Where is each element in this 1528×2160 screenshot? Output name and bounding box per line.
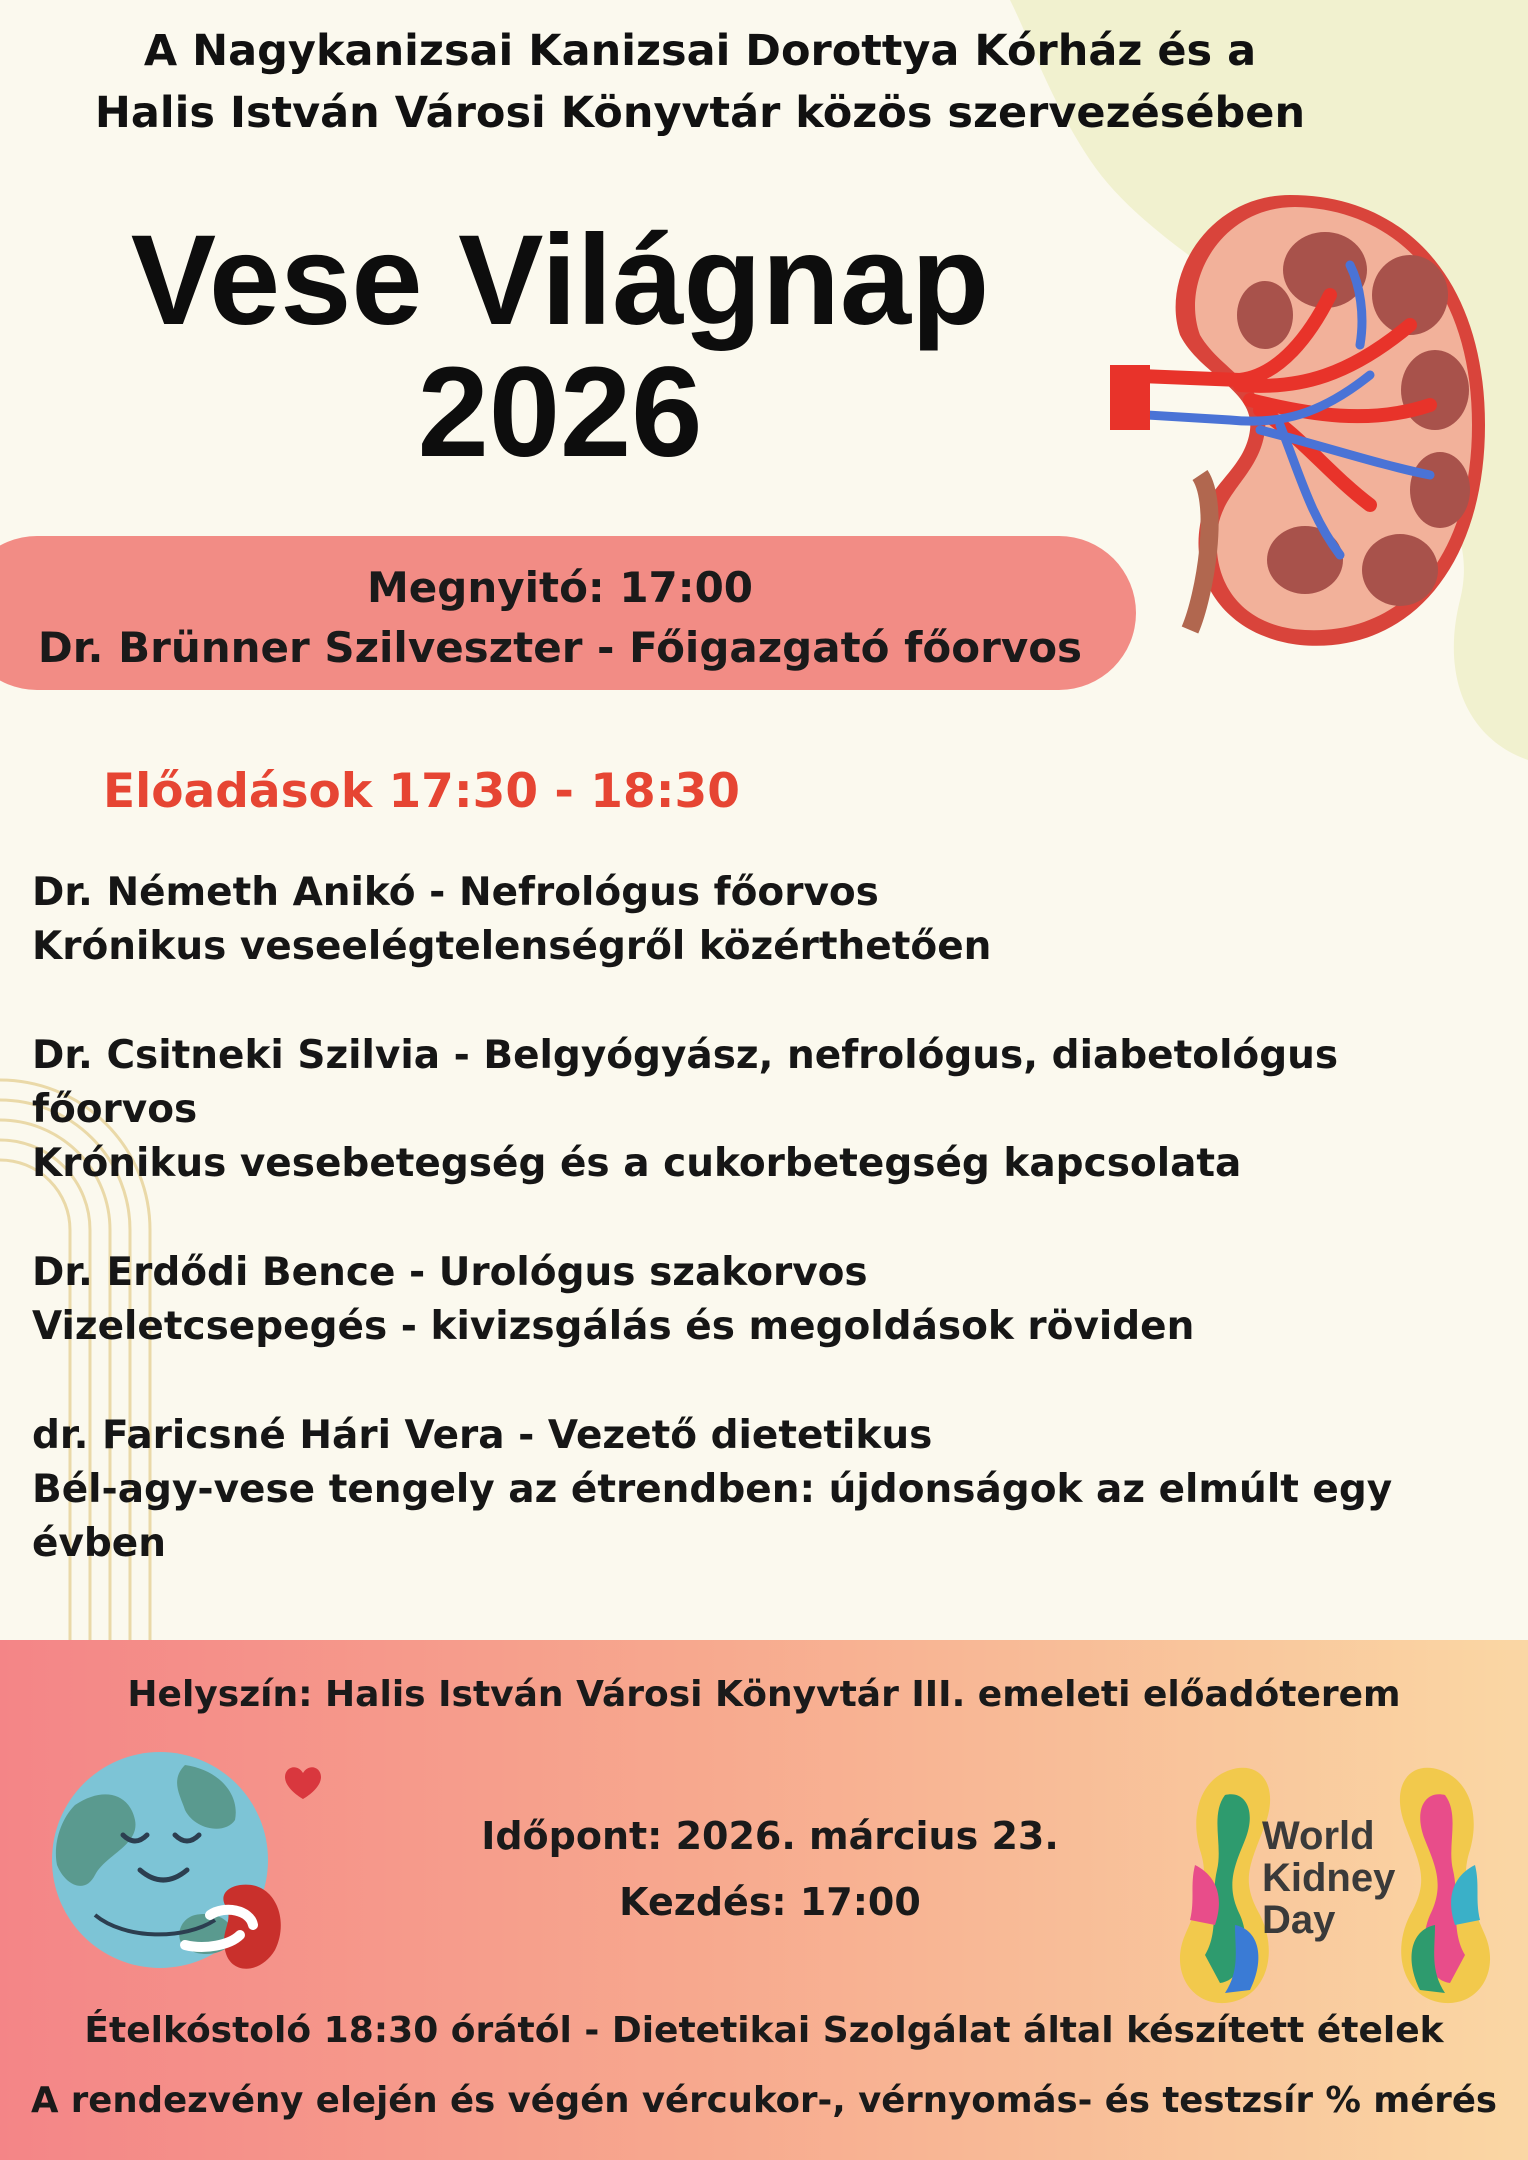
lecture-speaker: Dr. Erdődi Bence - Urológus szakorvos [32, 1250, 868, 1295]
lecture-speaker: Dr. Csitneki Szilvia - Belgyógyász, nefrológus, diabetológus főorvos [32, 1033, 1339, 1132]
venue-text: Helyszín: Halis István Városi Könyvtár III. emeleti előadóterem [127, 1674, 1401, 1715]
lecture-list [32, 866, 1472, 1626]
lecture-topic: Bél-agy-vese tengely az étrendben: újdonságok az elmúlt egy évben [32, 1467, 1393, 1566]
organizer-line-2: Halis István Városi Könyvtár közös szervezésében [94, 88, 1306, 138]
event-date: Időpont: 2026. március 23. [481, 1814, 1059, 1858]
lecture-item [32, 1029, 1472, 1191]
lecture-topic: Vizeletcsepegés - kivizsgálás és megoldások röviden [32, 1304, 1195, 1349]
lectures-heading: Előadások 17:30 - 18:30 [103, 764, 740, 819]
lecture-topic: Krónikus vesebetegség és a cukorbetegség kapcsolata [32, 1141, 1242, 1186]
lecture-item [32, 1409, 1472, 1571]
kidney-illustration [1110, 175, 1500, 670]
opening-info [0, 558, 1120, 678]
opening-speaker: Dr. Brünner Szilveszter - Főigazgató főorvos [37, 623, 1083, 672]
lecture-speaker: Dr. Németh Anikó - Nefrológus főorvos [32, 870, 879, 915]
lecture-topic: Krónikus veseelégtelenségről közérthetően [32, 924, 992, 969]
event-title-year: 2026 [417, 341, 703, 484]
lecture-item [32, 866, 1472, 974]
logo-word-1: World [1262, 1814, 1375, 1858]
organizer-text [0, 20, 1400, 144]
logo-word-2: Kidney [1262, 1856, 1396, 1900]
lecture-speaker: dr. Faricsné Hári Vera - Vezető dietetikus [32, 1413, 933, 1458]
tasting-text: Ételkóstoló 18:30 órától - Dietetikai Szolgálat által készített ételek [84, 2010, 1444, 2051]
organizer-line-1: A Nagykanizsai Kanizsai Dorottya Kórház és a [143, 26, 1257, 76]
earth-hugging-kidney-icon [35, 1735, 325, 1985]
event-title [40, 209, 1080, 484]
event-start: Kezdés: 17:00 [619, 1880, 921, 1924]
lecture-item [32, 1246, 1472, 1354]
opening-time: Megnyitó: 17:00 [366, 563, 754, 612]
date-time-block [420, 1803, 1120, 1935]
measurement-text: A rendezvény elején és végén vércukor-, vérnyomás- és testzsír % mérés [30, 2080, 1498, 2121]
event-title-line-1: Vese Világnap [130, 209, 990, 352]
logo-word-3: Day [1262, 1898, 1336, 1942]
heart-icon [285, 1767, 321, 1799]
world-kidney-day-text [1262, 1815, 1395, 1941]
